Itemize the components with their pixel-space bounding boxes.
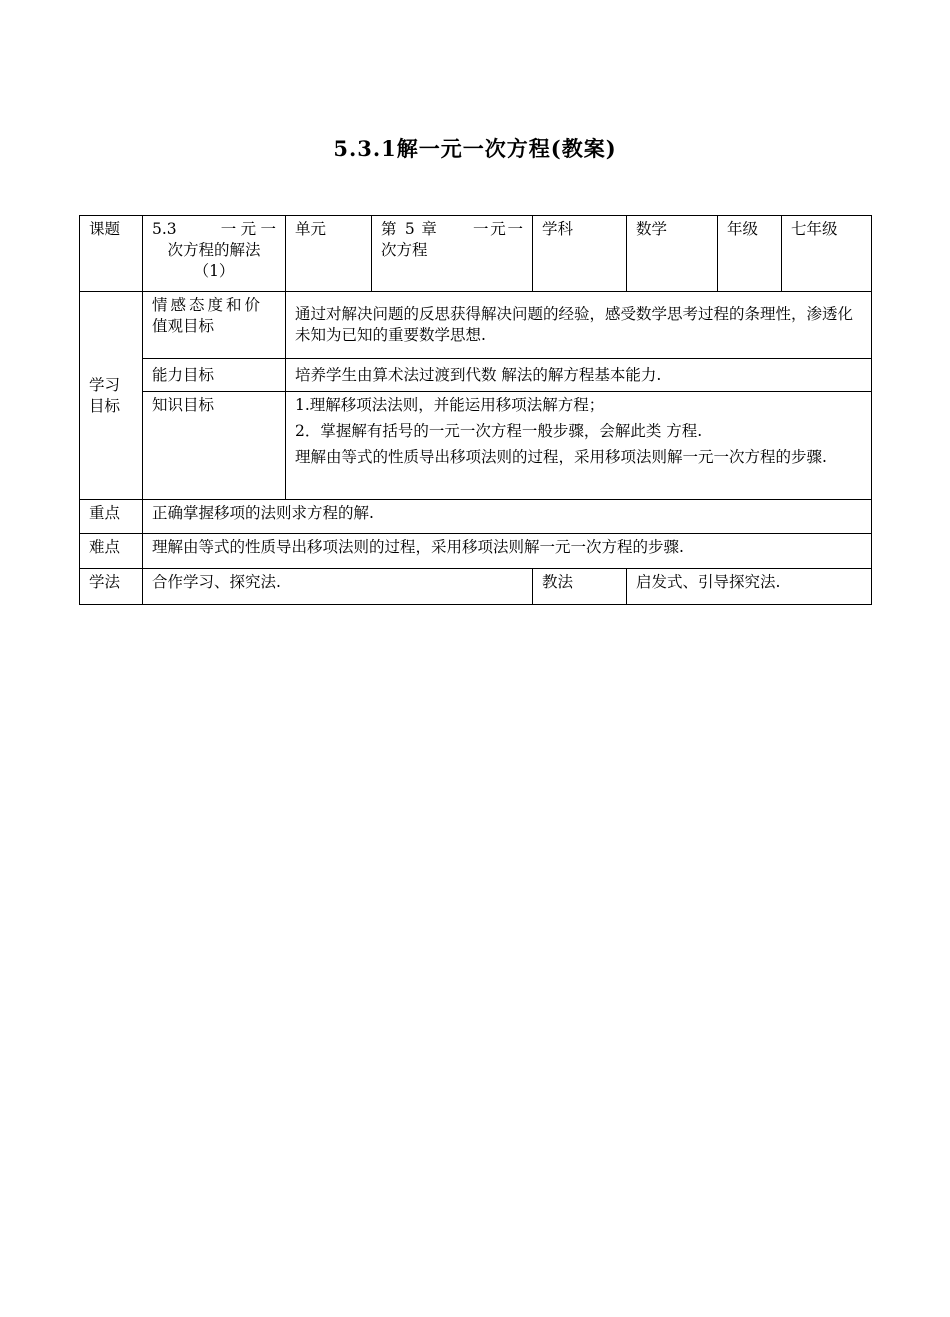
knowledge-goal-text [286, 392, 872, 500]
knowledge-item-1: 1.理解移项法法则，并能运用移项法解方程； [295, 396, 605, 414]
difficulty-row [80, 534, 872, 569]
topic-label: 课题 [80, 216, 143, 292]
key-point-text: 正确掌握移项的法则求方程的解. [143, 500, 872, 534]
emotion-goal-label-line2: 值观目标 [152, 317, 215, 335]
unit-label: 单元 [286, 216, 372, 292]
objective-ability-row [80, 359, 872, 392]
topic-value-line2: 次方程的解法 [167, 241, 261, 259]
subject-value: 数学 [627, 216, 718, 292]
topic-value-line3: （1） [193, 262, 235, 280]
grade-value: 七年级 [782, 216, 872, 292]
learning-method-label: 学法 [80, 569, 143, 605]
knowledge-item-3: 理解由等式的性质导出移项法则的过程，采用移项法则解一元一次方程的步骤. [295, 448, 827, 466]
objective-emotion-row [80, 292, 872, 359]
objectives-label-line1: 学习 [89, 375, 121, 394]
topic-value-line1: 5.3 一元一 [152, 220, 276, 238]
teaching-method-label: 教法 [533, 569, 627, 605]
document-title: 5.3.1解一元一次方程(教案) [333, 136, 617, 161]
difficulty-label: 难点 [80, 534, 143, 569]
unit-value-line1: 第 5 章 一元一 [381, 220, 523, 238]
emotion-goal-label [143, 292, 286, 359]
subject-label: 学科 [533, 216, 627, 292]
ability-goal-text: 培养学生由算术法过渡到代数 解法的解方程基本能力. [286, 359, 872, 392]
knowledge-item-2: 2．掌握解有括号的一元一次方程一般步骤，会解此类 方程. [295, 422, 703, 440]
objectives-label [80, 292, 143, 500]
header-row [80, 216, 872, 292]
unit-value [372, 216, 533, 292]
knowledge-goal-label: 知识目标 [143, 392, 286, 500]
unit-value-line2: 次方程 [381, 241, 428, 259]
lesson-plan-table [79, 215, 872, 605]
teaching-method-value: 启发式、引导探究法. [627, 569, 872, 605]
methods-row [80, 569, 872, 605]
difficulty-text: 理解由等式的性质导出移项法则的过程，采用移项法则解一元一次方程的步骤. [143, 534, 872, 569]
key-point-label: 重点 [80, 500, 143, 534]
learning-method-value: 合作学习、探究法. [143, 569, 533, 605]
objectives-label-line2: 目标 [89, 396, 121, 415]
grade-label: 年级 [718, 216, 782, 292]
emotion-goal-label-line1: 情感态度和价 [152, 296, 264, 314]
emotion-goal-text: 通过对解决问题的反思获得解决问题的经验，感受数学思考过程的条理性，渗透化未知为已知的重要数学思想. [286, 292, 872, 359]
ability-goal-label: 能力目标 [143, 359, 286, 392]
key-point-row [80, 500, 872, 534]
topic-value [143, 216, 286, 292]
objective-knowledge-row [80, 392, 872, 500]
